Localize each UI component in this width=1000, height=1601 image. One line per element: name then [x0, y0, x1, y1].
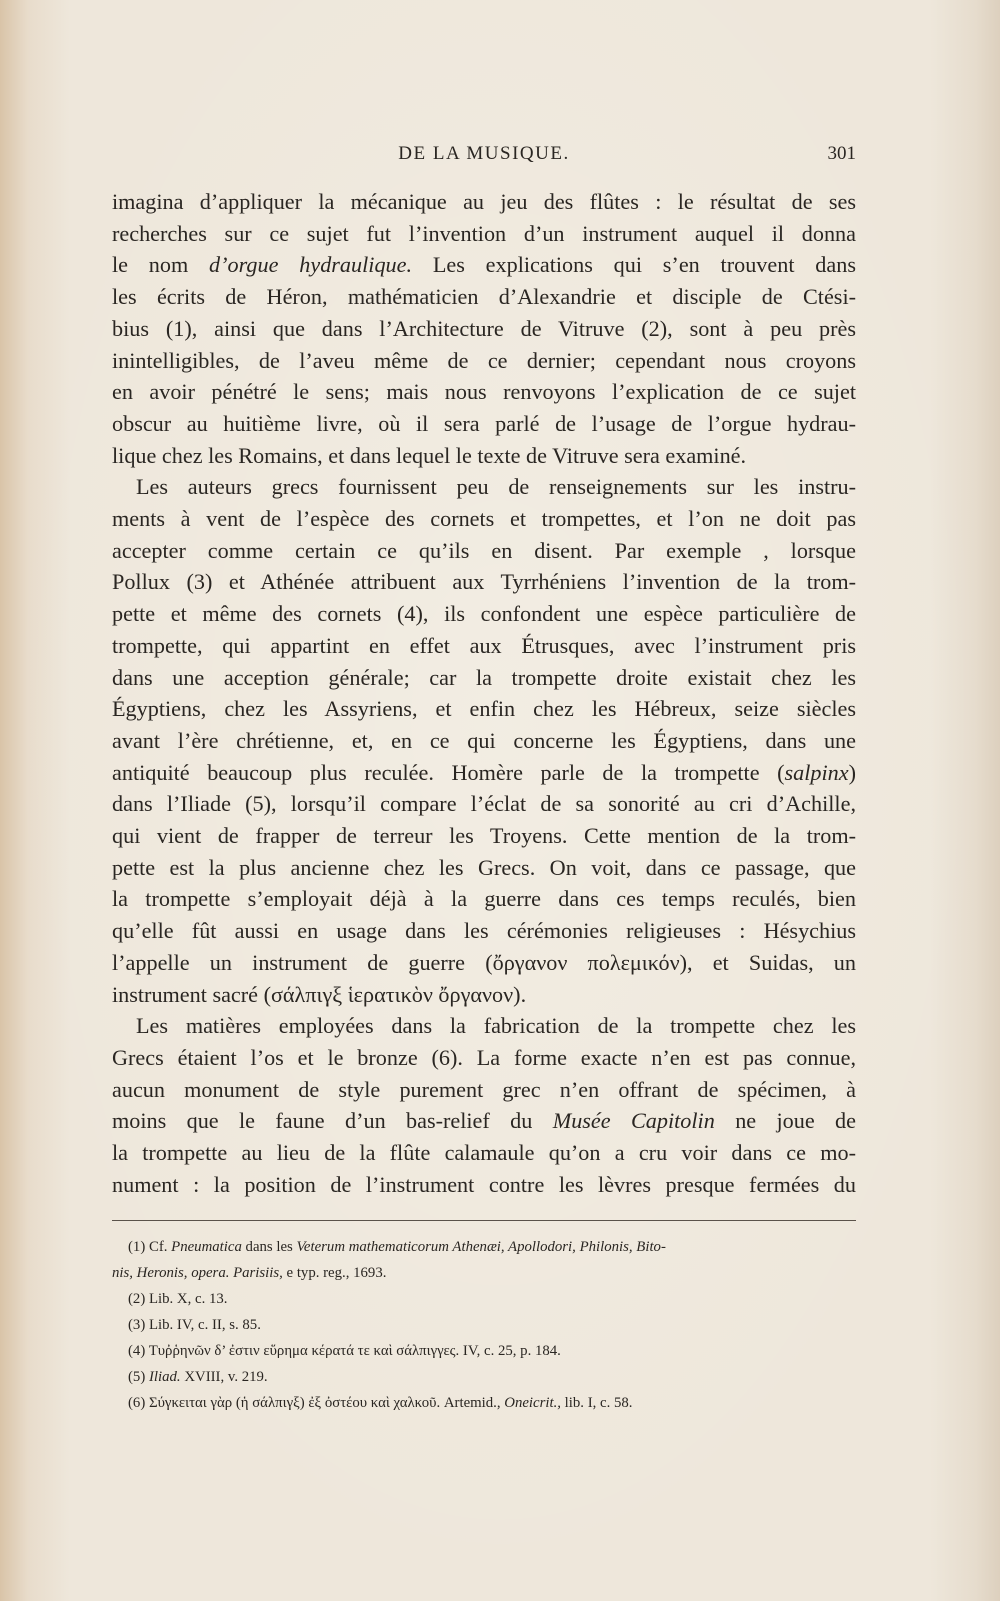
running-title: DE LA MUSIQUE.: [398, 143, 570, 164]
page-number: 301: [827, 143, 856, 164]
text-line: Les matières employées dans la fabrication de la trompette chez les: [136, 1013, 856, 1039]
text-line: Les auteurs grecs fournissent peu de renseignements sur les instru-: [136, 474, 856, 500]
text-line: dans une acception générale; car la trompette droite existait chez les: [112, 664, 856, 690]
text-line: moins que le faune d’un bas-relief du Musée Capitolin ne joue de: [112, 1108, 856, 1134]
text-line: le nom d’orgue hydraulique. Les explications qui s’en trouvent dans: [112, 252, 856, 278]
footnote-6: (6) Σύγκειται γὰρ (ἡ σάλπιγξ) ἐξ ὀστέου καὶ χαλκοῦ. Artemid., Oneicrit., lib. I, c. 58.: [128, 1395, 633, 1411]
text-line: antiquité beaucoup plus reculée. Homère parle de la trompette (salpinx): [112, 759, 856, 785]
text-line: imagina d’appliquer la mécanique au jeu des flûtes : le résultat de ses: [112, 189, 856, 214]
italic-term: salpinx: [784, 759, 849, 785]
text-line: pette et même des cornets (4), ils confondent une espèce particulière de: [112, 601, 856, 627]
footnote-rule: [112, 1220, 856, 1221]
text-line: pette est la plus ancienne chez les Grecs. On voit, dans ce passage, que: [112, 854, 856, 880]
text-line: lique chez les Romains, et dans lequel le texte de Vitruve sera examiné.: [112, 442, 747, 468]
page-header: [112, 143, 856, 169]
text-line: bius (1), ainsi que dans l’Architecture de Vitruve (2), sont à peu près: [112, 315, 856, 341]
footnote-5: (5) Iliad. XVIII, v. 219.: [128, 1369, 268, 1385]
text-line: Égyptiens, chez les Assyriens, et enfin chez les Hébreux, seize siècles: [112, 696, 856, 722]
italic-term: Musée Capitolin: [552, 1108, 715, 1134]
text-line: la trompette au lieu de la flûte calamaule qu’on a cru voir dans ce mo-: [112, 1140, 856, 1166]
text-line: Grecs étaient l’os et le bronze (6). La forme exacte n’en est pas connue,: [112, 1044, 856, 1070]
text-line: les écrits de Héron, mathématicien d’Alexandrie et disciple de Ctési-: [112, 284, 856, 310]
footnote-2: (2) Lib. X, c. 13.: [128, 1291, 228, 1307]
footnote-1: (1) Cf. Pneumatica dans les Veterum mathematicorum Athenæi, Apollodori, Philonis, Bito-: [128, 1239, 666, 1255]
footnote-3: (3) Lib. IV, c. II, s. 85.: [128, 1317, 261, 1333]
text-line: en avoir pénétré le sens; mais nous renvoyons l’explication de ce sujet: [112, 379, 856, 405]
footnotes: [112, 1234, 856, 1416]
text-line: dans l’Iliade (5), lorsqu’il compare l’éclat de sa sonorité au cri d’Achille,: [112, 791, 856, 817]
text-line: aucun monument de style purement grec n’en offrant de spécimen, à: [112, 1076, 856, 1102]
text-line: l’appelle un instrument de guerre (ὄργανον πολεμικόν), et Suidas, un: [112, 949, 856, 975]
text-line: la trompette s’employait déjà à la guerre dans ces temps reculés, bien: [112, 886, 856, 912]
italic-term: d’orgue hydraulique.: [209, 252, 413, 278]
text-line: avant l’ère chrétienne, et, en ce qui concerne les Égyptiens, dans une: [112, 727, 856, 753]
text-line: instrument sacré (σάλπιγξ ἱερατικὸν ὄργανον).: [112, 981, 527, 1007]
text-line: ments à vent de l’espèce des cornets et trompettes, et l’on ne doit pas: [112, 506, 856, 532]
text-line: Pollux (3) et Athénée attribuent aux Tyrrhéniens l’invention de la trom-: [112, 569, 856, 595]
text-line: recherches sur ce sujet fut l’invention d’un instrument auquel il donna: [112, 220, 856, 246]
text-line: qui vient de frapper de terreur les Troyens. Cette mention de la trom-: [112, 823, 856, 849]
body-text: [112, 186, 856, 1201]
text-line: obscur au huitième livre, où il sera parlé de l’usage de l’orgue hydrau-: [112, 410, 856, 436]
text-line: nument : la position de l’instrument contre les lèvres presque fermées du: [112, 1171, 856, 1197]
footnote-1-continued: nis, Heronis, opera. Parisiis, e typ. reg., 1693.: [112, 1265, 387, 1281]
text-line: inintelligibles, de l’aveu même de ce dernier; cependant nous croyons: [112, 347, 856, 373]
footnote-4: (4) Τυῤῥηνῶν δ’ ἐστιν εὕρημα κέρατά τε καὶ σάλπιγγες. IV, c. 25, p. 184.: [128, 1343, 561, 1359]
text-line: qu’elle fût aussi en usage dans les cérémonies religieuses : Hésychius: [112, 918, 856, 944]
text-line: accepter comme certain ce qu’ils en disent. Par exemple , lorsque: [112, 537, 856, 563]
text-line: trompette, qui appartint en effet aux Étrusques, avec l’instrument pris: [112, 632, 856, 658]
